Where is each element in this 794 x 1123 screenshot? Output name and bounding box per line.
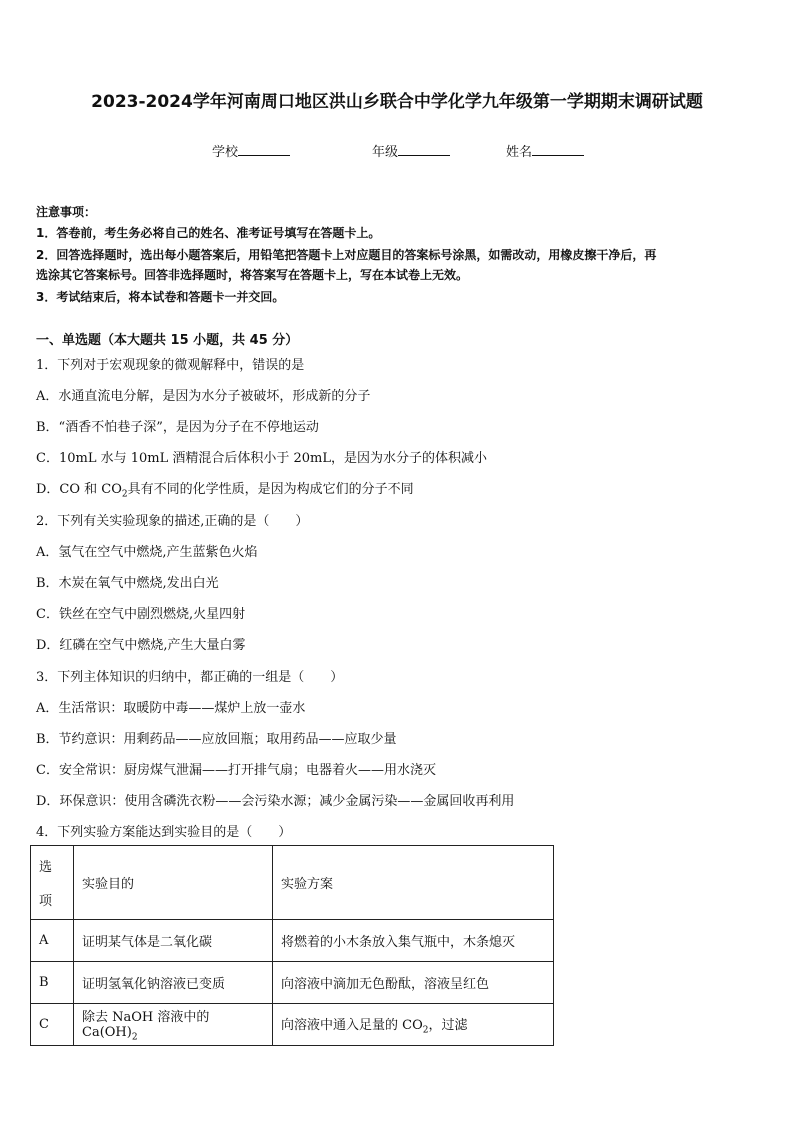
q1-d-pre: D．CO 和 CO xyxy=(36,482,122,497)
q1-d-post: 具有不同的化学性质，是因为构成它们的分子不同 xyxy=(127,482,414,497)
q2-option-d[interactable]: D．红磷在空气中燃烧,产生大量白雾 xyxy=(36,638,246,653)
row-c-purpose-sub: 2 xyxy=(131,1032,138,1043)
q1-d-sub: 2 xyxy=(121,489,128,500)
page-title: 2023-2024学年河南周口地区洪山乡联合中学化学九年级第一学期期末调研试题 xyxy=(91,92,703,112)
row-a-option: A xyxy=(31,920,74,962)
grade-field[interactable] xyxy=(372,141,450,160)
header-purpose: 实验目的 xyxy=(74,846,273,920)
grade-label: 年级 xyxy=(372,145,399,160)
row-c-option: C xyxy=(31,1004,74,1046)
q2-option-c[interactable]: C．铁丝在空气中剧烈燃烧,火星四射 xyxy=(36,607,246,622)
q3-option-a[interactable]: A．生活常识：取暖防中毒——煤炉上放一壶水 xyxy=(36,701,306,716)
table-row[interactable] xyxy=(31,1004,554,1046)
name-label: 姓名 xyxy=(506,145,533,160)
q3-stem: 3．下列主体知识的归纳中，都正确的一组是（ ） xyxy=(36,670,344,685)
row-b-option: B xyxy=(31,962,74,1004)
q3-option-c[interactable]: C．安全常识：厨房煤气泄漏——打开排气扇；电器着火——用水浇灭 xyxy=(36,763,436,778)
row-a-purpose: 证明某气体是二氧化碳 xyxy=(74,920,273,962)
header-option-line2: 项 xyxy=(39,894,53,909)
q1-option-d[interactable] xyxy=(36,478,414,500)
q2-option-a[interactable]: A．氢气在空气中燃烧,产生蓝紫色火焰 xyxy=(36,545,258,560)
q4-stem: 4．下列实验方案能达到实验目的是（ ） xyxy=(36,825,292,840)
row-b-plan: 向溶液中滴加无色酚酞，溶液呈红色 xyxy=(273,962,554,1004)
q1-option-b[interactable]: B．“酒香不怕巷子深”，是因为分子在不停地运动 xyxy=(36,420,319,435)
notice-item-3: 3．考试结束后，将本试卷和答题卡一并交回。 xyxy=(36,290,285,304)
school-label: 学校 xyxy=(212,145,239,160)
row-c-plan xyxy=(273,1004,554,1046)
q2-option-b[interactable]: B．木炭在氧气中燃烧,发出白光 xyxy=(36,576,219,591)
name-field[interactable] xyxy=(506,141,584,160)
q4-table xyxy=(30,845,554,1046)
school-field[interactable] xyxy=(212,141,290,160)
grade-blank[interactable] xyxy=(398,143,450,156)
row-a-plan: 将燃着的小木条放入集气瓶中，木条熄灭 xyxy=(273,920,554,962)
row-c-plan-post: ，过滤 xyxy=(428,1017,468,1033)
row-c-purpose xyxy=(74,1004,273,1046)
school-blank[interactable] xyxy=(238,143,290,156)
q3-option-d[interactable]: D．环保意识：使用含磷洗衣粉——会污染水源；减少金属污染——金属回收再利用 xyxy=(36,794,515,809)
row-c-purpose-pre: 除去 NaOH 溶液中的 Ca(OH) xyxy=(82,1010,210,1041)
table-row[interactable] xyxy=(31,962,554,1004)
header-option-line1: 选 xyxy=(39,860,53,875)
header-option xyxy=(31,846,74,920)
table-row[interactable] xyxy=(31,920,554,962)
notice-item-2b: 选涂其它答案标号。回答非选择题时，将答案写在答题卡上，写在本试卷上无效。 xyxy=(36,268,469,282)
notice-heading: 注意事项： xyxy=(36,205,97,219)
q1-option-a[interactable]: A．水通直流电分解，是因为水分子被破坏，形成新的分子 xyxy=(36,389,371,404)
name-blank[interactable] xyxy=(532,143,584,156)
row-c-plan-pre: 向溶液中通入足量的 CO xyxy=(281,1017,423,1033)
q1-option-c[interactable]: C．10mL 水与 10mL 酒精混合后体积小于 20mL，是因为水分子的体积减小 xyxy=(36,451,487,466)
q1-stem: 1．下列对于宏观现象的微观解释中，错误的是 xyxy=(36,358,305,373)
row-c-plan-sub: 2 xyxy=(422,1025,429,1036)
table-header-row xyxy=(31,846,554,920)
notice-item-1: 1．答卷前，考生务必将自己的姓名、准考证号填写在答题卡上。 xyxy=(36,226,381,240)
section-heading: 一、单选题（本大题共 15 小题，共 45 分） xyxy=(36,333,299,348)
q2-stem: 2．下列有关实验现象的描述,正确的是（ ） xyxy=(36,514,309,529)
header-plan: 实验方案 xyxy=(273,846,554,920)
notice-item-2a: 2．回答选择题时，选出每小题答案后，用铅笔把答题卡上对应题目的答案标号涂黑，如需改动，用橡皮擦干净后，再 xyxy=(36,248,657,262)
row-b-purpose: 证明氢氧化钠溶液已变质 xyxy=(74,962,273,1004)
q3-option-b[interactable]: B．节约意识：用剩药品——应放回瓶；取用药品——应取少量 xyxy=(36,732,397,747)
